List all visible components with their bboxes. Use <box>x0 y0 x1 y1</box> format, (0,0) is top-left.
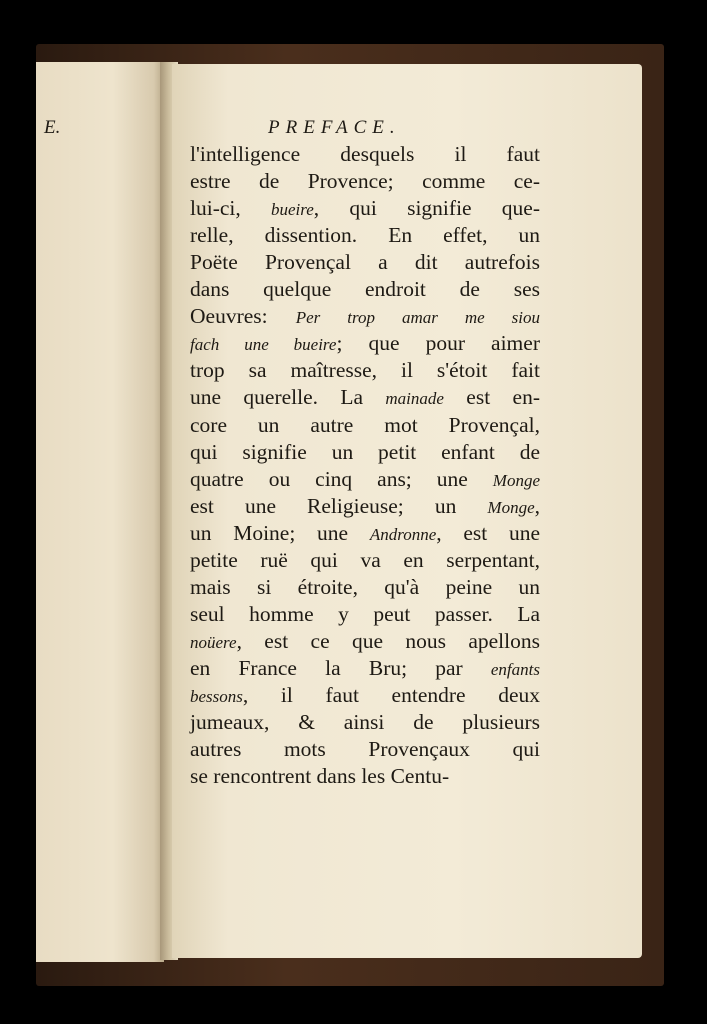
right-page-line: lui-ci, bueire, qui signifie que- <box>190 196 541 221</box>
right-page-line: trop sa maîtresse, il s'étoit fait <box>190 358 540 383</box>
right-page-line: Poëte Provençal a dit autrefois <box>190 250 540 275</box>
right-page-line: est une Religieuse; un Monge, <box>190 493 540 518</box>
page-header-preface: PREFACE. <box>268 117 401 138</box>
right-page-line: mais si étroite, qu'à peine un <box>190 574 540 599</box>
right-page-line: autres mots Provençaux qui <box>190 737 540 762</box>
right-page-line: une querelle. La mainade est en- <box>190 385 541 410</box>
right-page-line: petite ruë qui va en serpentant, <box>190 547 540 572</box>
right-page-line: Oeuvres: Per trop amar me siou <box>190 304 540 329</box>
right-page-line: core un autre mot Provençal, <box>190 412 540 437</box>
right-page-line: en France la Bru; par enfants <box>190 655 540 680</box>
right-page-line: relle, dissention. En effet, un <box>190 223 540 248</box>
right-page-line: un Moine; une Andronne, est une <box>190 520 540 545</box>
right-page-line: dans quelque endroit de ses <box>190 277 540 302</box>
right-page-line: seul homme y peut passer. La <box>190 601 540 626</box>
right-page-line: l'intelligence desquels il faut <box>190 142 540 166</box>
left-page-header: E. <box>44 117 61 138</box>
right-page-line: noüere, est ce que nous apellons <box>190 628 540 653</box>
right-page-line: jumeaux, & ainsi de plusieurs <box>190 710 540 735</box>
right-page-line: estre de Provence; comme ce- <box>190 169 540 194</box>
right-page-line: se rencontrent dans les Centu- <box>190 764 450 789</box>
left-page-text <box>0 0 152 1024</box>
right-page-line: fach une bueire; que pour aimer <box>190 331 540 356</box>
right-page-line: quatre ou cinq ans; une Monge <box>190 466 540 491</box>
right-page-line: bessons, il faut entendre deux <box>190 683 540 707</box>
right-page-line: qui signifie un petit enfant de <box>190 439 540 464</box>
